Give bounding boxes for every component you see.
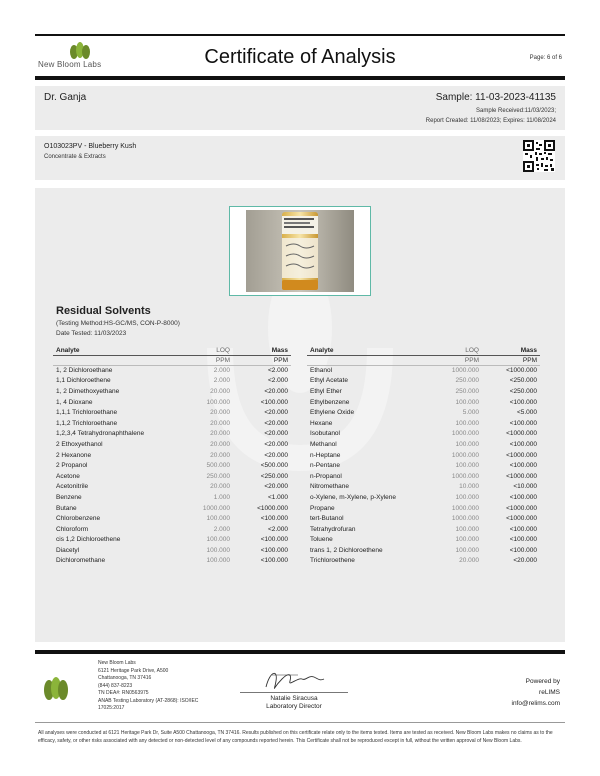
table-row bbox=[53, 492, 291, 503]
table-row bbox=[307, 460, 540, 471]
mass-cell: <10.000 bbox=[513, 483, 537, 491]
powered-by bbox=[512, 676, 561, 709]
analyte-cell: Ethyl Ether bbox=[310, 387, 342, 395]
mass-cell: <20.000 bbox=[264, 440, 288, 448]
table-row bbox=[307, 482, 540, 493]
client-name: Dr. Ganja bbox=[44, 92, 87, 103]
analyte-cell: Toluene bbox=[310, 536, 333, 544]
analyte-cell: Hexane bbox=[310, 419, 333, 427]
loq-cell: 250.000 bbox=[455, 387, 479, 395]
table-row bbox=[53, 503, 291, 514]
loq-cell: 100.000 bbox=[455, 546, 479, 554]
units-loq: PPM bbox=[181, 355, 233, 365]
mass-cell: <100.000 bbox=[509, 493, 537, 501]
address-line: TN DEA#: RN0563975 bbox=[98, 690, 149, 696]
table-row bbox=[307, 418, 540, 429]
table-row bbox=[307, 397, 540, 408]
provider-name: reLIMS bbox=[539, 689, 560, 696]
loq-cell: 250.000 bbox=[455, 377, 479, 385]
analyte-cell: n-Propanol bbox=[310, 472, 342, 480]
analyte-cell: n-Pentane bbox=[310, 462, 340, 470]
table-row bbox=[307, 429, 540, 440]
table-row bbox=[53, 376, 291, 387]
header-bottom-rule bbox=[35, 76, 565, 80]
mass-cell: <5.000 bbox=[516, 409, 537, 417]
table-row bbox=[53, 460, 291, 471]
mass-cell: <100.000 bbox=[260, 398, 288, 406]
address-line: Chattanooga, TN 37416 bbox=[98, 675, 152, 681]
mass-cell: <100.000 bbox=[260, 557, 288, 565]
loq-cell: 500.000 bbox=[206, 462, 230, 470]
mass-cell: <100.000 bbox=[509, 546, 537, 554]
mass-cell: <20.000 bbox=[513, 557, 537, 565]
table-row bbox=[53, 365, 291, 376]
loq-cell: 2.000 bbox=[213, 367, 230, 375]
analyte-cell: 1, 2 Dichloroethane bbox=[56, 367, 113, 375]
mass-cell: <250.000 bbox=[509, 387, 537, 395]
analyte-cell: Chlorobenzene bbox=[56, 515, 101, 523]
disclaimer-text: All analyses were conducted at 6121 Heritage Park Dr, Suite A500 Chattanooga, TN 37416. Results published on this certificate relate only to the items tested. Items are tested as received. New Bloom Labs makes no claims as to the efficacy, safety, or other risks associated with any detected or non-detected level of any compounds reported herein. This Certificate shall not be reproduced except in full, without the written approval of New Bloom Labs. bbox=[38, 730, 553, 744]
sample-id: Sample: 11-03-2023-41135 bbox=[435, 92, 556, 103]
results-body-right bbox=[307, 365, 540, 566]
loq-cell: 1000.000 bbox=[451, 515, 479, 523]
mass-cell: <100.000 bbox=[260, 536, 288, 544]
analyte-cell: Ethanol bbox=[310, 367, 333, 375]
analyte-cell: Ethylbenzene bbox=[310, 398, 350, 406]
footer-logo-icon bbox=[40, 676, 72, 702]
analyte-cell: 1, 4 Dioxane bbox=[56, 398, 93, 406]
mass-cell: <20.000 bbox=[264, 419, 288, 427]
loq-cell: 1000.000 bbox=[202, 504, 230, 512]
product-type: Concentrate & Extracts bbox=[44, 154, 106, 160]
loq-cell: 1000.000 bbox=[451, 472, 479, 480]
mass-cell: <500.000 bbox=[260, 462, 288, 470]
analyte-cell: Acetone bbox=[56, 472, 80, 480]
page-number: Page: 6 of 6 bbox=[529, 55, 562, 61]
analyte-cell: Ethyl Acetate bbox=[310, 377, 348, 385]
analyte-cell: Benzene bbox=[56, 493, 82, 501]
mass-cell: <20.000 bbox=[264, 430, 288, 438]
mass-cell: <1000.000 bbox=[257, 504, 288, 512]
table-row bbox=[53, 386, 291, 397]
table-row bbox=[53, 535, 291, 546]
testing-method: (Testing Method:HS-GC/MS, CON-P-8000) bbox=[56, 320, 180, 327]
table-row bbox=[307, 524, 540, 535]
sample-received: Sample Received:11/03/2023; bbox=[476, 108, 556, 114]
analyte-cell: 1,1,1 Trichloroethane bbox=[56, 409, 118, 417]
analyte-cell: 2 Hexanone bbox=[56, 451, 92, 459]
loq-cell: 20.000 bbox=[210, 409, 230, 417]
address-line: 6121 Heritage Park Drive, A500 bbox=[98, 667, 169, 674]
mass-cell: <2.000 bbox=[267, 525, 288, 533]
product-name: O103023PV - Blueberry Kush bbox=[44, 143, 137, 150]
address-line: 17025:2017 bbox=[98, 705, 125, 711]
table-row bbox=[53, 524, 291, 535]
mass-cell: <1000.000 bbox=[506, 430, 537, 438]
table-row bbox=[53, 545, 291, 556]
header-loq: LOQ bbox=[425, 346, 482, 355]
mass-cell: <2.000 bbox=[267, 377, 288, 385]
date-tested: Date Tested: 11/03/2023 bbox=[56, 330, 127, 337]
table-row bbox=[307, 471, 540, 482]
mass-cell: <100.000 bbox=[260, 546, 288, 554]
analyte-cell: Acetonitrile bbox=[56, 483, 89, 491]
loq-cell: 10.000 bbox=[459, 483, 479, 491]
table-row bbox=[307, 365, 540, 376]
provider-email[interactable]: info@relims.com bbox=[511, 700, 560, 707]
table-row bbox=[307, 492, 540, 503]
mass-cell: <100.000 bbox=[509, 419, 537, 427]
table-row bbox=[53, 482, 291, 493]
loq-cell: 2.000 bbox=[213, 377, 230, 385]
table-row bbox=[53, 429, 291, 440]
analyte-cell: 1,2,3,4 Tetrahydronaphthalene bbox=[56, 430, 145, 438]
analyte-cell: 1, 2 Dimethoxyethane bbox=[56, 387, 120, 395]
loq-cell: 100.000 bbox=[206, 515, 230, 523]
loq-cell: 2.000 bbox=[213, 525, 230, 533]
address-line: (844) 837-8223 bbox=[98, 682, 133, 689]
analyte-cell: 1,1,2 Trichloroethane bbox=[56, 419, 118, 427]
loq-cell: 1000.000 bbox=[451, 451, 479, 459]
analyte-cell: Dichloromethane bbox=[56, 557, 106, 565]
loq-cell: 100.000 bbox=[455, 419, 479, 427]
table-row bbox=[307, 513, 540, 524]
powered-by-label: Powered by bbox=[525, 678, 560, 685]
table-row bbox=[307, 535, 540, 546]
header-top-rule bbox=[35, 34, 565, 36]
analyte-cell: Tetrahydrofuran bbox=[310, 525, 356, 533]
mass-cell: <2.000 bbox=[267, 367, 288, 375]
loq-cell: 20.000 bbox=[210, 387, 230, 395]
table-units-row bbox=[307, 355, 540, 365]
loq-cell: 100.000 bbox=[455, 462, 479, 470]
loq-cell: 1.000 bbox=[213, 493, 230, 501]
table-row bbox=[307, 450, 540, 461]
table-header-row bbox=[53, 346, 291, 355]
table-row bbox=[307, 386, 540, 397]
units-blank bbox=[53, 355, 181, 365]
table-row bbox=[53, 471, 291, 482]
loq-cell: 20.000 bbox=[210, 430, 230, 438]
table-row bbox=[53, 397, 291, 408]
results-body-left bbox=[53, 365, 291, 566]
units-blank bbox=[307, 355, 425, 365]
analyte-cell: Nitromethane bbox=[310, 483, 350, 491]
loq-cell: 100.000 bbox=[206, 398, 230, 406]
units-mass: PPM bbox=[482, 355, 540, 365]
mass-cell: <100.000 bbox=[509, 398, 537, 406]
address-line: ANAB Testing Laboratory (AT-2868): ISO/IEC bbox=[98, 697, 199, 704]
mass-cell: <100.000 bbox=[509, 440, 537, 448]
mass-cell: <1.000 bbox=[267, 493, 288, 501]
mass-cell: <100.000 bbox=[509, 525, 537, 533]
header-analyte: Analyte bbox=[307, 346, 425, 355]
table-row bbox=[53, 556, 291, 567]
table-row bbox=[307, 503, 540, 514]
mass-cell: <20.000 bbox=[264, 483, 288, 491]
mass-cell: <1000.000 bbox=[506, 472, 537, 480]
analyte-cell: Trichloroethene bbox=[310, 557, 355, 565]
loq-cell: 100.000 bbox=[455, 493, 479, 501]
results-table-left bbox=[53, 346, 291, 566]
analyte-cell: Methanol bbox=[310, 440, 337, 448]
loq-cell: 100.000 bbox=[206, 546, 230, 554]
header-mass: Mass bbox=[233, 346, 291, 355]
analyte-cell: 2 Propanol bbox=[56, 462, 88, 470]
analyte-cell: Isobutanol bbox=[310, 430, 340, 438]
loq-cell: 250.000 bbox=[206, 472, 230, 480]
loq-cell: 20.000 bbox=[459, 557, 479, 565]
table-units-row bbox=[53, 355, 291, 365]
footer-divider bbox=[35, 722, 565, 723]
analyte-cell: Propane bbox=[310, 504, 335, 512]
loq-cell: 1000.000 bbox=[451, 430, 479, 438]
table-row bbox=[53, 407, 291, 418]
analyte-cell: Chloroform bbox=[56, 525, 89, 533]
table-row bbox=[53, 513, 291, 524]
analyte-cell: cis 1,2 Dichloroethene bbox=[56, 536, 121, 544]
table-row bbox=[53, 418, 291, 429]
loq-cell: 1000.000 bbox=[451, 367, 479, 375]
header-mass: Mass bbox=[482, 346, 540, 355]
table-row bbox=[53, 439, 291, 450]
mass-cell: <20.000 bbox=[264, 409, 288, 417]
page-title: Certificate of Analysis bbox=[204, 46, 396, 68]
analyte-cell: tert-Butanol bbox=[310, 515, 344, 523]
header-loq: LOQ bbox=[181, 346, 233, 355]
units-loq: PPM bbox=[425, 355, 482, 365]
footer-top-rule bbox=[35, 650, 565, 654]
table-row bbox=[307, 545, 540, 556]
table-row bbox=[307, 556, 540, 567]
analyte-cell: Butane bbox=[56, 504, 77, 512]
loq-cell: 100.000 bbox=[455, 440, 479, 448]
loq-cell: 100.000 bbox=[206, 557, 230, 565]
table-row bbox=[53, 450, 291, 461]
loq-cell: 100.000 bbox=[455, 525, 479, 533]
loq-cell: 100.000 bbox=[455, 398, 479, 406]
mass-cell: <1000.000 bbox=[506, 504, 537, 512]
analyte-cell: n-Heptane bbox=[310, 451, 341, 459]
mass-cell: <100.000 bbox=[260, 515, 288, 523]
table-header-row bbox=[307, 346, 540, 355]
mass-cell: <20.000 bbox=[264, 451, 288, 459]
report-dates: Report Created: 11/08/2023; Expires: 11/08/2024 bbox=[425, 118, 556, 124]
sample-vial-photo bbox=[246, 210, 354, 292]
units-mass: PPM bbox=[233, 355, 291, 365]
mass-cell: <1000.000 bbox=[506, 367, 537, 375]
mass-cell: <250.000 bbox=[509, 377, 537, 385]
signature-icon bbox=[258, 667, 328, 693]
mass-cell: <1000.000 bbox=[506, 451, 537, 459]
mass-cell: <20.000 bbox=[264, 387, 288, 395]
mass-cell: <100.000 bbox=[509, 536, 537, 544]
table-row bbox=[307, 376, 540, 387]
lab-address bbox=[98, 660, 198, 713]
brand-name: New Bloom Labs bbox=[38, 60, 102, 69]
mass-cell: <1000.000 bbox=[506, 515, 537, 523]
loq-cell: 20.000 bbox=[210, 483, 230, 491]
loq-cell: 100.000 bbox=[206, 536, 230, 544]
analyte-cell: trans 1, 2 Dichloroethene bbox=[310, 546, 383, 554]
analyte-cell: 1,1 Dichloroethene bbox=[56, 377, 111, 385]
mass-cell: <100.000 bbox=[509, 462, 537, 470]
results-table-right bbox=[307, 346, 540, 566]
table-row bbox=[307, 407, 540, 418]
loq-cell: 20.000 bbox=[210, 440, 230, 448]
analyte-cell: o-Xylene, m-Xylene, p-Xylene bbox=[310, 493, 396, 501]
header-analyte: Analyte bbox=[53, 346, 181, 355]
loq-cell: 20.000 bbox=[210, 451, 230, 459]
section-title: Residual Solvents bbox=[56, 305, 151, 317]
signer-role: Laboratory Director bbox=[266, 703, 322, 710]
address-line: New Bloom Labs bbox=[98, 660, 136, 666]
table-row bbox=[307, 439, 540, 450]
analyte-cell: Ethylene Oxide bbox=[310, 409, 355, 417]
analyte-cell: Diacetyl bbox=[56, 546, 80, 554]
qr-code-icon bbox=[523, 140, 555, 172]
signer-name: Natalie Siracusa bbox=[240, 692, 348, 702]
mass-cell: <250.000 bbox=[260, 472, 288, 480]
analyte-cell: 2 Ethoxyethanol bbox=[56, 440, 103, 448]
loq-cell: 5.000 bbox=[462, 409, 479, 417]
loq-cell: 100.000 bbox=[455, 536, 479, 544]
loq-cell: 1000.000 bbox=[451, 504, 479, 512]
loq-cell: 20.000 bbox=[210, 419, 230, 427]
